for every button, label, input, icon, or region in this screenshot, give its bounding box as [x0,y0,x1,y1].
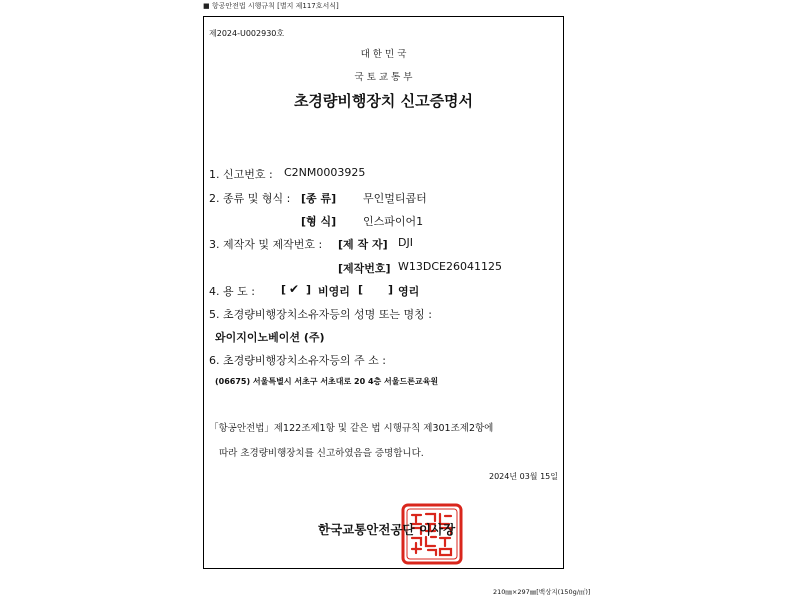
kind-value: 무인멀티콥터 [363,192,427,205]
address-label: 6. 초경량비행장치소유자등의 주 소 : [209,354,386,367]
profit-option-label: 영리 [398,285,420,298]
issue-date: 2024년 03월 15일 [489,472,558,481]
serial-number-label: [제작번호] [338,262,391,275]
check-icon: ✔ [289,282,300,296]
registration-number-value: C2NM0003925 [284,166,366,179]
kind-label: [종 류] [301,192,337,205]
document-number: 제2024-U002930호 [209,29,285,38]
manufacturer-label: 3. 제작자 및 제작번호 : [209,238,323,251]
issuer-name: 한국교통안전공단 이사장 [318,522,456,537]
nonprofit-bracket-open: [ [281,283,287,296]
address-value: (06675) 서울특별시 서초구 서초대로 20 4층 서울드론교육원 [215,377,439,386]
country-name: 대 한 민 국 [360,49,407,60]
nonprofit-bracket-close: ] [306,283,312,296]
certification-line-2: 따라 초경량비행장치를 신고하였음을 증명합니다. [219,448,424,459]
certification-line-1: 「항공안전법」제122조제1항 및 같은 법 시행규칙 제301조제2항에 [209,423,494,434]
model-value: 인스파이어1 [363,215,424,228]
owner-value: 와이지이노베이션 (주) [215,331,325,344]
model-label: [형 식] [301,215,337,228]
owner-label: 5. 초경량비행장치소유자등의 성명 또는 명칭 : [209,308,432,321]
form-reference: ■ 항공안전법 시행규칙 [별지 제117호서식] [203,2,339,10]
profit-bracket-open: [ [358,283,364,296]
usage-label: 4. 용 도 : [209,285,255,298]
manufacturer-sub-label: [제 작 자] [338,238,388,251]
registration-number-label: 1. 신고번호 : [209,168,273,181]
nonprofit-option-label: 비영리 [318,285,350,298]
type-label: 2. 종류 및 형식 : [209,192,291,205]
manufacturer-value: DJI [398,236,413,249]
certificate-title: 초경량비행장치 신고증명서 [293,92,474,110]
paper-size-note: 210㎜×297㎜[백상지(150g/㎡)] [493,588,591,596]
serial-number-value: W13DCE26041125 [398,260,502,273]
profit-bracket-close: ] [388,283,394,296]
ministry-name: 국 토 교 통 부 [354,72,413,83]
